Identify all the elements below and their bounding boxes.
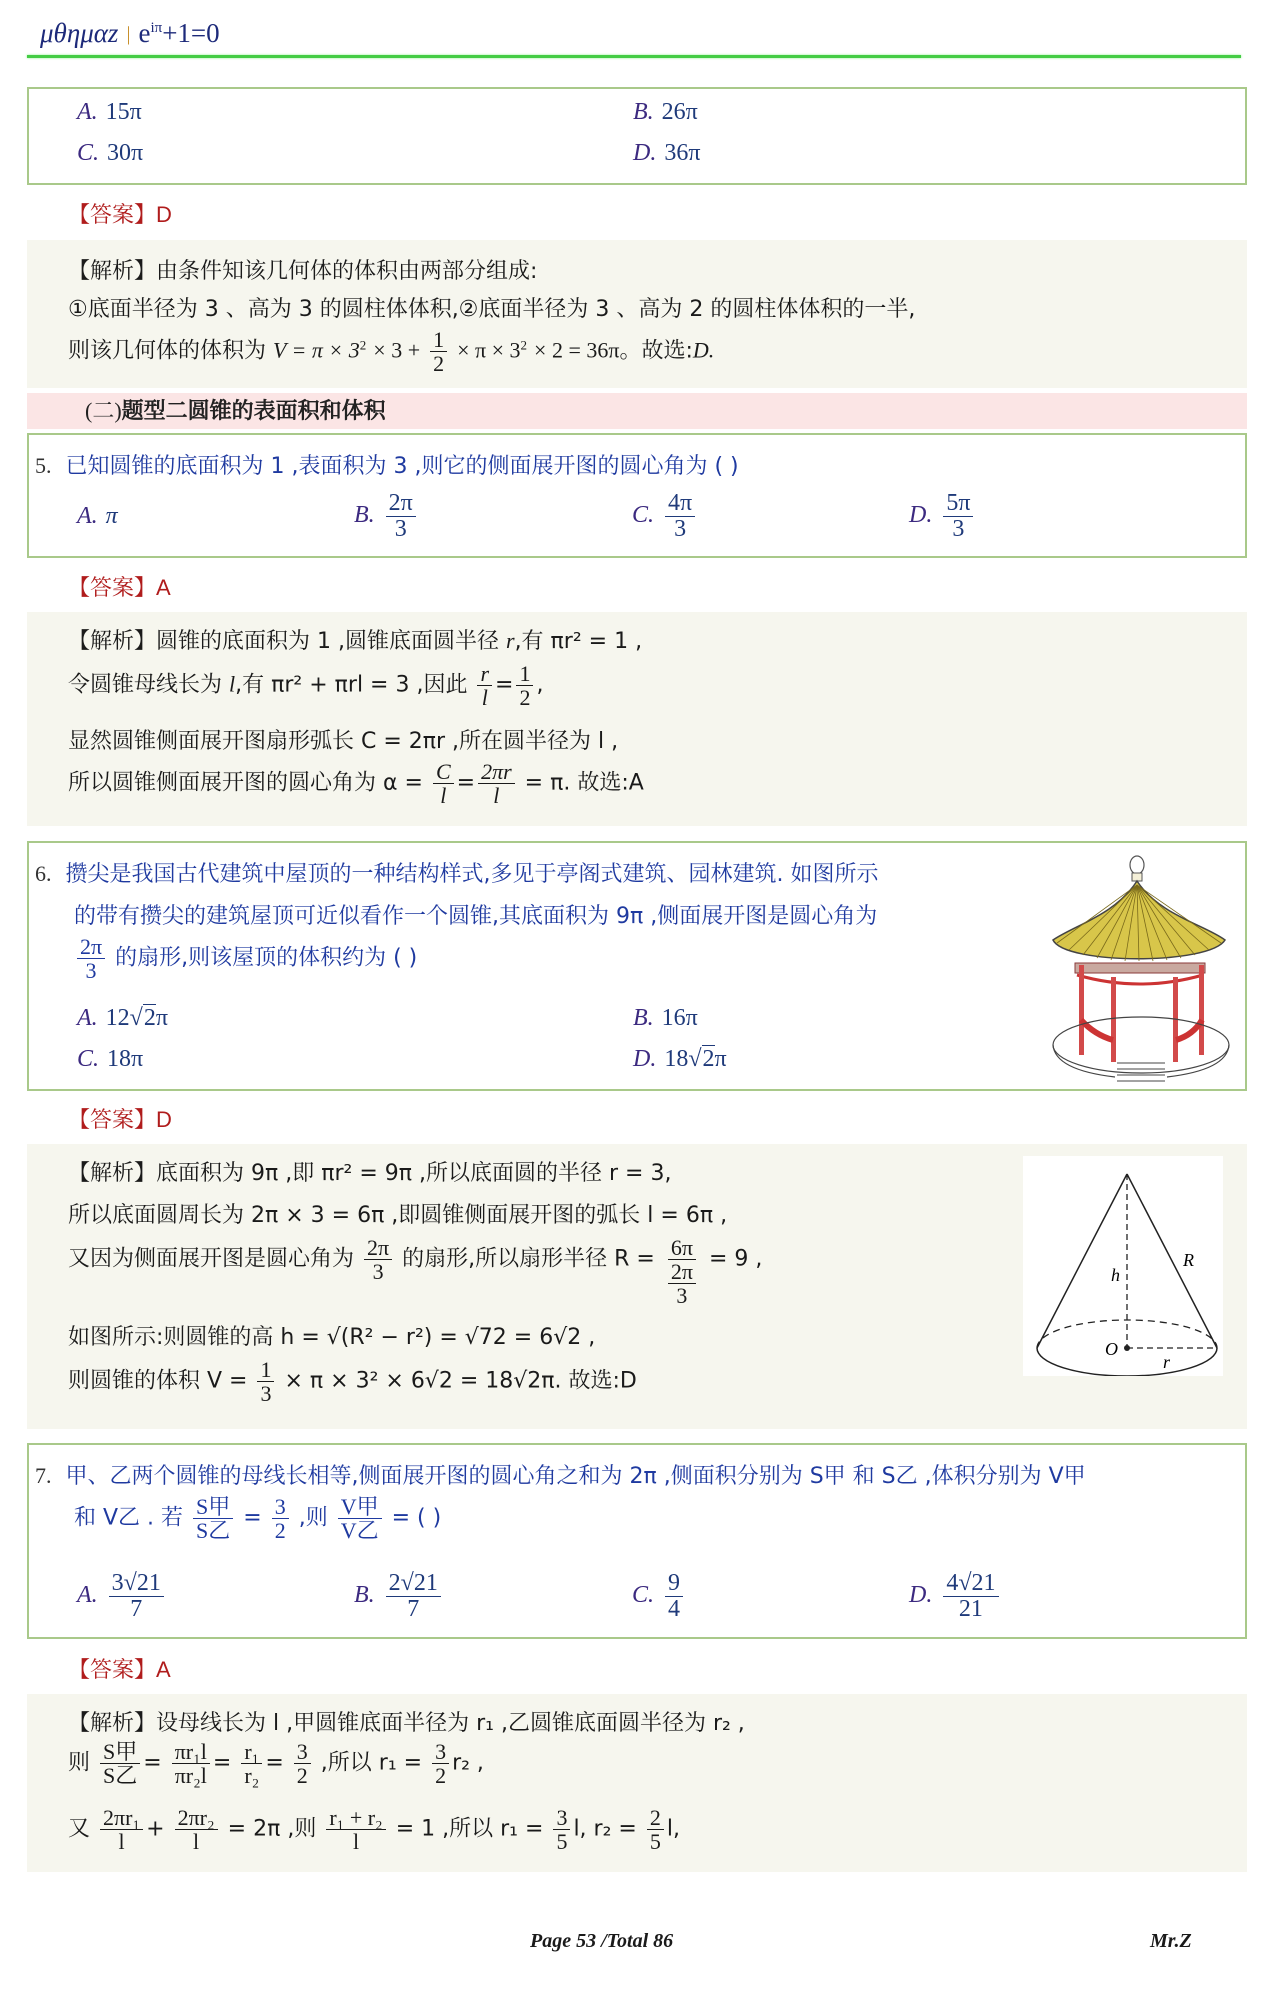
solution-line: 则该几何体的体积为 $V = \pi \times 3^2 \times 3$ + $\frac{1}{2}$ × $\pi \times 3^2 \times 2 = 36\pi$。故选:D. <box>68 327 715 377</box>
option-b[interactable]: B. 16π <box>633 1005 698 1031</box>
logo: μθημαz <box>40 18 119 48</box>
solution-line: 显然圆锥侧面展开图扇形弧长 C = 2πr ,所在圆半径为 l , <box>68 729 619 754</box>
solution-line: ①底面半径为 3 、高为 3 的圆柱体体积,②底面半径为 3 、高为 2 的圆柱体体积的一半, <box>68 297 916 322</box>
author: Mr.Z <box>1150 1930 1192 1952</box>
solution-block <box>27 240 1247 388</box>
option-d[interactable]: D. $\frac{4√21}{21}$ <box>909 1571 1002 1622</box>
question-7-stem-line2: 和 V乙 . 若 $\frac{\text{S甲}}{\text{S乙}}$ = $\frac{3}{2}$ ,则 $\frac{\text{V甲}}{\text{V乙}}$ = ( ) <box>74 1494 442 1544</box>
question-6-stem: 6. 攒尖是我国古代建筑中屋顶的一种结构样式,多见于亭阁式建筑、园林建筑. 如图所示 <box>35 861 879 887</box>
header-divider <box>27 55 1241 58</box>
svg-text:r: r <box>1163 1352 1171 1372</box>
solution-block <box>27 612 1247 826</box>
solution-line: 又 $\frac{\text{2πr₁}}{l}$ + $\frac{\text{2πr₂}}{l}$ = 2π ,则 $\frac{\text{r₁ + r₂}}{l}$ = 1 ,所以 r₁ = $\frac{3}{5}$ l, r₂ = $\frac{2}{5}$ l, <box>68 1805 680 1855</box>
answer-label: 【答案】D <box>68 1107 172 1133</box>
answer-label: 【答案】A <box>68 575 171 601</box>
euler-formula: $e^{i\pi}+1=0$ <box>138 18 220 48</box>
solution-line: 【解析】设母线长为 l ,甲圆锥底面半径为 r₁ ,乙圆锥底面圆半径为 r₂ , <box>68 1711 745 1736</box>
solution-line: 【解析】圆锥的底面积为 1 ,圆锥底面圆半径 r,有 πr² = 1 , <box>68 628 643 654</box>
option-c[interactable]: C. $\frac{9}{4}$ <box>632 1571 686 1622</box>
option-d[interactable]: D. 18√2π <box>633 1046 727 1072</box>
option-b[interactable]: B. $\frac{2\pi}{3}$ <box>354 491 419 542</box>
option-a[interactable]: A. 15π <box>77 99 142 125</box>
prev-question-options-box <box>27 87 1247 185</box>
solution-line: 则 $\frac{\text{S甲}}{\text{S乙}}$ = $\frac{\text{πr₁l}}{\text{πr₂l}}$ = $\frac{\text{r₁}}{\text{r₂}}$ = $\frac{3}{2}$ ,所以 r₁ = $\frac{3}{2}$ r₂ , <box>68 1739 484 1789</box>
solution-line: 所以圆锥侧面展开图的圆心角为 α = $\frac{C}{l}$ = $\frac{2\pi r}{l}$ = π. 故选:A <box>68 759 644 809</box>
option-a[interactable]: A. $\frac{3√21}{7}$ <box>77 1571 167 1622</box>
solution-line: 又因为侧面展开图是圆心角为 $\frac{2\pi}{3}$ 的扇形,所以扇形半径 R = $\frac{6\pi}{\frac{2\pi}{3}}$ = 9 , <box>68 1235 763 1309</box>
page-number: Page 53 /Total 86 <box>530 1930 674 1952</box>
section-header: (二)题型二圆锥的表面积和体积 <box>27 393 1247 429</box>
question-6-box <box>27 841 1247 1091</box>
option-a[interactable]: A. π <box>77 503 118 529</box>
solution-line: 【解析】底面积为 9π ,即 πr² = 9π ,所以底面圆的半径 r = 3, <box>68 1161 672 1186</box>
solution-line: 则圆锥的体积 V = $\frac{1}{3}$ × π × 3² × 6√2 = 18√2π. 故选:D <box>68 1357 637 1407</box>
solution-block <box>27 1694 1247 1872</box>
solution-line: 所以底面圆周长为 2π × 3 = 6π ,即圆锥侧面展开图的弧长 l = 6π , <box>68 1203 728 1228</box>
svg-text:O: O <box>1105 1339 1118 1359</box>
option-b[interactable]: B. 26π <box>633 99 698 125</box>
solution-line: 令圆锥母线长为 l,有 πr² + πrl = 3 ,因此 $\frac{r}{l}$ = $\frac{1}{2}$ , <box>68 661 544 711</box>
option-d[interactable]: D. 36π <box>633 140 701 166</box>
pavilion-illustration <box>1045 845 1240 1085</box>
option-c[interactable]: C. $\frac{4\pi}{3}$ <box>632 491 698 542</box>
option-a[interactable]: A. 12√2π <box>77 1005 168 1031</box>
option-d[interactable]: D. $\frac{5\pi}{3}$ <box>909 491 976 542</box>
question-6-stem-line3: $\frac{2\pi}{3}$ 的扇形,则该屋顶的体积约为 ( ) <box>74 935 417 982</box>
question-5-stem: 5. 已知圆锥的底面积为 1 ,表面积为 3 ,则它的侧面展开图的圆心角为 ( ) <box>35 453 739 479</box>
svg-text:h: h <box>1111 1265 1120 1285</box>
cone-diagram <box>1023 1156 1223 1376</box>
question-7-stem: 7. 甲、乙两个圆锥的母线长相等,侧面展开图的圆心角之和为 2π ,侧面积分别为 S甲 和 S乙 ,体积分别为 V甲 <box>35 1463 1086 1489</box>
question-5-box <box>27 433 1247 558</box>
answer-label: 【答案】D <box>68 202 172 228</box>
question-7-box <box>27 1443 1247 1639</box>
solution-line: 如图所示:则圆锥的高 h = √(R² − r²) = √72 = 6√2 , <box>68 1325 596 1350</box>
page-header <box>40 18 220 49</box>
question-6-stem-line2: 的带有攒尖的建筑屋顶可近似看作一个圆锥,其底面积为 9π ,侧面展开图是圆心角为 <box>74 904 878 929</box>
svg-text:R: R <box>1183 1250 1194 1270</box>
solution-line: 【解析】由条件知该几何体的体积由两部分组成: <box>68 259 538 284</box>
option-c[interactable]: C. 18π <box>77 1046 144 1072</box>
answer-label: 【答案】A <box>68 1657 171 1683</box>
option-c[interactable]: C. 30π <box>77 140 144 166</box>
option-b[interactable]: B. $\frac{2√21}{7}$ <box>354 1571 444 1622</box>
solution-block <box>27 1144 1247 1429</box>
header-separator: | <box>126 23 131 45</box>
